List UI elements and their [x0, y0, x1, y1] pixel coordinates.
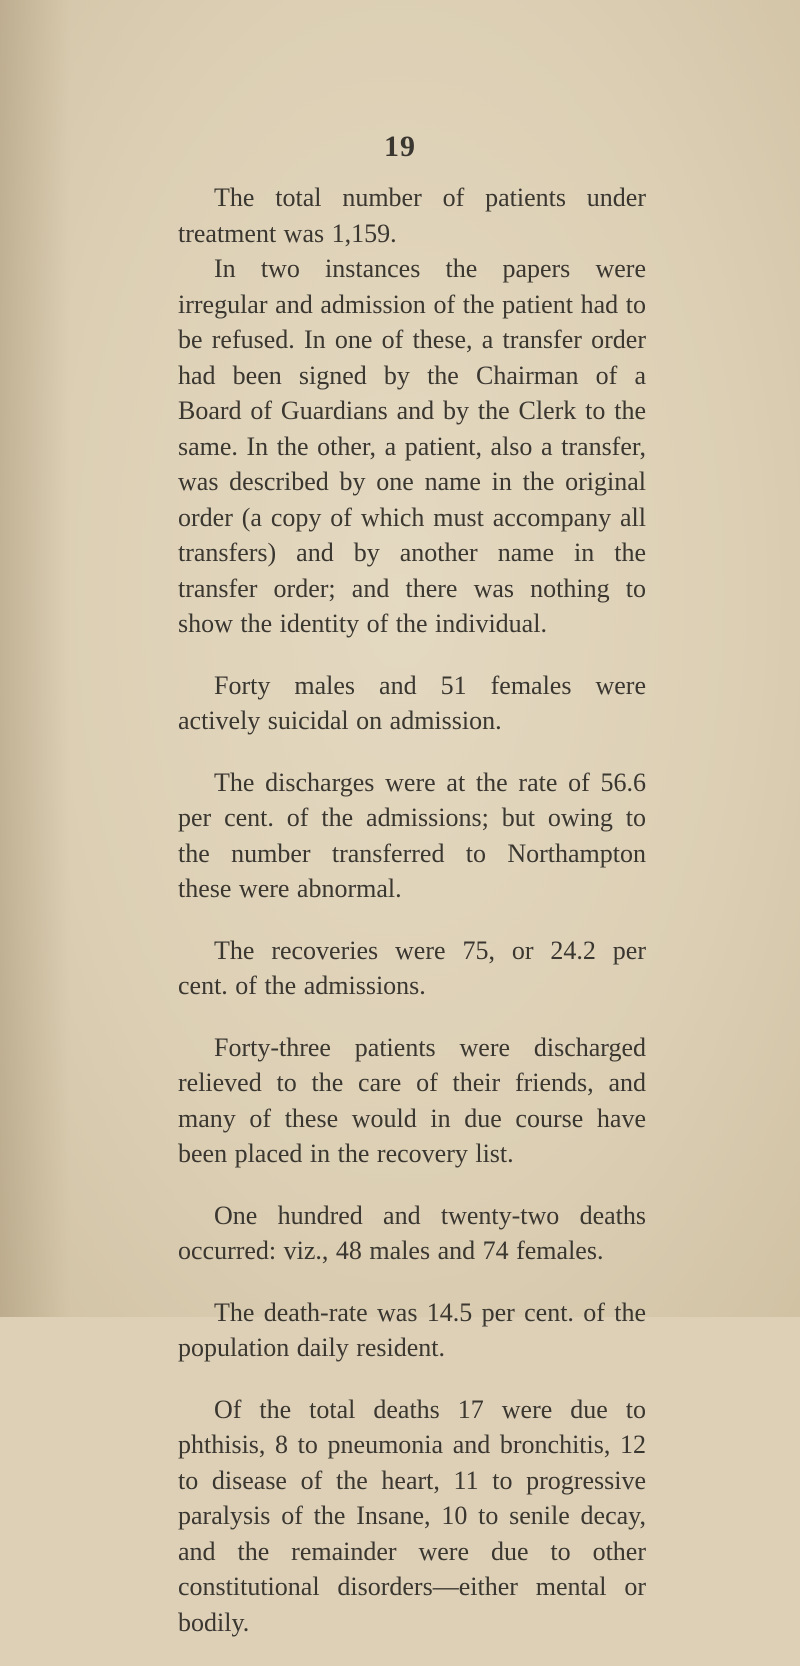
page-number: 19	[384, 130, 416, 163]
paragraph-irregular-papers: In two instances the papers were irregular and admission of the patient had to be refused. In one of these, a transfer order had been signed by the Chairman of a Board of Guardians and by the Clerk to the same. In the other, a patient, also a transfer, was described by one name in the original order (a copy of which must accompany all transfers) and by another name in the transfer order; and there was nothing to show the identity of the individual.	[178, 254, 646, 638]
paragraph-discharges: The discharges were at the rate of 56.6 per cent. of the admissions; but owing to the number transferred to Northampton these were abnormal.	[178, 767, 646, 903]
paragraph-suicidal: Forty males and 51 females were actively suicidal on admission.	[178, 670, 646, 735]
paragraph-deaths: One hundred and twenty-two deaths occurred: viz., 48 males and 74 females.	[178, 1200, 646, 1265]
paragraph-causes-of-death: Of the total deaths 17 were due to phthisis, 8 to pneumonia and bronchitis, 12 to disease of the heart, 11 to progressive paralysis of the Insane, 10 to senile decay, and the remainder were due to other constitutional disorders—either mental or bodily.	[178, 1394, 646, 1637]
binding-shadow	[0, 0, 70, 1317]
paragraph-relieved: Forty-three patients were discharged relieved to the care of their friends, and many of these would in due course have been placed in the recovery list.	[178, 1032, 646, 1168]
paragraph-recoveries: The recoveries were 75, or 24.2 per cent. of the admissions.	[178, 935, 646, 1000]
paragraph-death-rate: The death-rate was 14.5 per cent. of the population daily resident.	[178, 1297, 646, 1362]
body-text	[178, 180, 646, 1666]
paragraph-total-patients: The total number of patients under treatment was 1,159.	[178, 183, 646, 248]
